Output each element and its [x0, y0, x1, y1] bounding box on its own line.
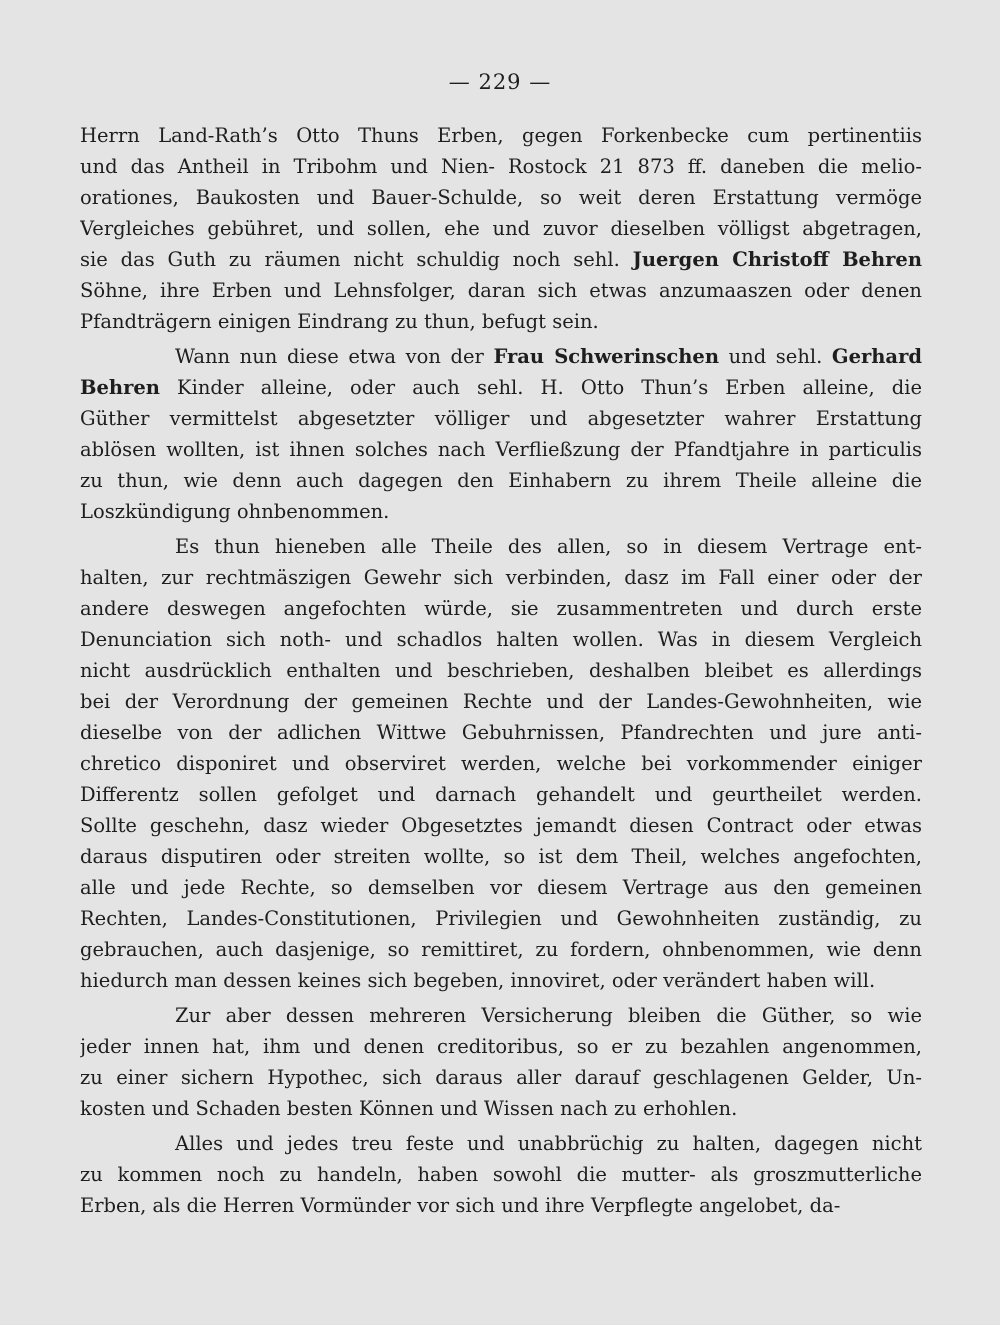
text-line: [80, 403, 922, 434]
text-run: zu einer sichern Hypothec, sich daraus aller darauf geschlagenen Gelder, Un-: [80, 1066, 922, 1089]
paragraph: [80, 341, 922, 527]
text-run: Zur aber dessen mehreren Versicherung bleiben die Güther, so wie: [175, 1004, 922, 1027]
text-line: [80, 275, 922, 306]
text-run: ablösen wollten, ist ihnen solches nach Verfließzung der Pfandtjahre in particulis: [80, 438, 922, 461]
text-line: [80, 1159, 922, 1190]
text-line: [80, 244, 922, 275]
text-line: [80, 434, 922, 465]
text-line: [80, 1093, 922, 1124]
text-line: [80, 593, 922, 624]
text-run: Vergleiches gebühret, und sollen, ehe und zuvor dieselben völligst abgetragen,: [80, 217, 922, 240]
text-run: Pfandträgern einigen Eindrang zu thun, befugt sein.: [80, 310, 599, 333]
text-line: [80, 496, 922, 527]
text-line: [80, 1190, 922, 1221]
text-run: Es thun hieneben alle Theile des allen, so in diesem Vertrage ent-: [175, 535, 922, 558]
text-run: Denunciation sich noth- und schadlos halten wollen. Was in diesem Vergleich: [80, 628, 922, 651]
text-run: andere deswegen angefochten würde, sie zusammentreten und durch erste: [80, 597, 922, 620]
text-run: Differentz sollen gefolget und darnach gehandelt und geurtheilet werden.: [80, 783, 922, 806]
text-run: Kinder alleine, oder auch sehl. H. Otto Thun’s Erben alleine, die: [159, 376, 922, 399]
text-run: Wann nun diese etwa von der: [175, 345, 494, 368]
paragraph: [80, 1128, 922, 1221]
text-run: kosten und Schaden besten Können und Wissen nach zu erhohlen.: [80, 1097, 738, 1120]
text-line: [80, 686, 922, 717]
text-run: jeder innen hat, ihm und denen creditoribus, so er zu bezahlen angenommen,: [80, 1035, 922, 1058]
text-run: chretico disponiret und observiret werden, welche bei vorkommender einiger: [80, 752, 922, 775]
text-run: Sollte geschehn, dasz wieder Obgesetztes jemandt diesen Contract oder etwas: [80, 814, 922, 837]
text-line: [80, 1000, 922, 1031]
text-line: [80, 531, 922, 562]
text-line: [80, 182, 922, 213]
text-line: [80, 151, 922, 182]
text-run: und das Antheil in Tribohm und Nien- Rostock 21 873 ff. daneben die melio-: [80, 155, 922, 178]
text-line: [80, 717, 922, 748]
text-run: Loszkündigung ohnbenommen.: [80, 500, 390, 523]
paragraph: [80, 120, 922, 337]
text-line: [80, 872, 922, 903]
text-line: [80, 841, 922, 872]
text-run: Söhne, ihre Erben und Lehnsfolger, daran sich etwas anzumaaszen oder denen: [80, 279, 922, 302]
text-line: [80, 306, 922, 337]
text-run: Herrn Land-Rath’s Otto Thuns Erben, gegen Forkenbecke cum pertinentiis: [80, 124, 922, 147]
text-line: [80, 372, 922, 403]
text-run: alle und jede Rechte, so demselben vor diesem Vertrage aus den gemeinen: [80, 876, 922, 899]
text-run: und sehl.: [719, 345, 832, 368]
paragraph: [80, 531, 922, 996]
text-run: nicht ausdrücklich enthalten und beschrieben, deshalben bleibet es allerdings: [80, 659, 922, 682]
text-run: zu kommen noch zu handeln, haben sowohl die mutter- als groszmutterliche: [80, 1163, 922, 1186]
text-line: [80, 1062, 922, 1093]
text-run: gebrauchen, auch dasjenige, so remittiret, zu fordern, ohnbenommen, wie denn: [80, 938, 922, 961]
text-line: [80, 748, 922, 779]
emphasized-name: Frau Schwerinschen: [493, 345, 720, 368]
text-run: Rechten, Landes-Constitutionen, Privilegien und Gewohnheiten zuständig, zu: [80, 907, 922, 930]
text-line: [80, 965, 922, 996]
document-body: [80, 120, 922, 1221]
text-line: [80, 1031, 922, 1062]
text-line: [80, 779, 922, 810]
text-run: orationes, Baukosten und Bauer-Schulde, so weit deren Erstattung vermöge: [80, 186, 922, 209]
text-run: Güther vermittelst abgesetzter völliger und abgesetzter wahrer Erstattung: [80, 407, 922, 430]
emphasized-name: Juergen Christoff Behren: [632, 248, 922, 271]
text-run: dieselbe von der adlichen Wittwe Gebuhrnissen, Pfandrechten und jure anti-: [80, 721, 922, 744]
paragraph: [80, 1000, 922, 1124]
text-run: daraus disputiren oder streiten wollte, so ist dem Theil, welches angefochten,: [80, 845, 922, 868]
text-run: halten, zur rechtmäszigen Gewehr sich verbinden, dasz im Fall einer oder der: [80, 566, 922, 589]
text-line: [80, 810, 922, 841]
text-line: [80, 934, 922, 965]
text-run: Alles und jedes treu feste und unabbrüchig zu halten, dagegen nicht: [175, 1132, 922, 1155]
text-line: [80, 562, 922, 593]
text-line: [80, 120, 922, 151]
emphasized-name: Gerhard: [831, 345, 922, 368]
text-run: zu thun, wie denn auch dagegen den Einhabern zu ihrem Theile alleine die: [80, 469, 922, 492]
text-line: [80, 341, 922, 372]
text-line: [80, 1128, 922, 1159]
text-line: [80, 903, 922, 934]
text-run: hiedurch man dessen keines sich begeben, innoviret, oder verändert haben will.: [80, 969, 876, 992]
text-line: [80, 213, 922, 244]
text-line: [80, 465, 922, 496]
text-run: Erben, als die Herren Vormünder vor sich und ihre Verpflegte angelobet, da-: [80, 1194, 841, 1217]
text-line: [80, 655, 922, 686]
text-line: [80, 624, 922, 655]
emphasized-name: Behren: [80, 376, 160, 399]
text-run: bei der Verordnung der gemeinen Rechte und der Landes-Gewohnheiten, wie: [80, 690, 922, 713]
text-run: sie das Guth zu räumen nicht schuldig noch sehl.: [80, 248, 633, 271]
page-number: — 229 —: [448, 70, 552, 94]
